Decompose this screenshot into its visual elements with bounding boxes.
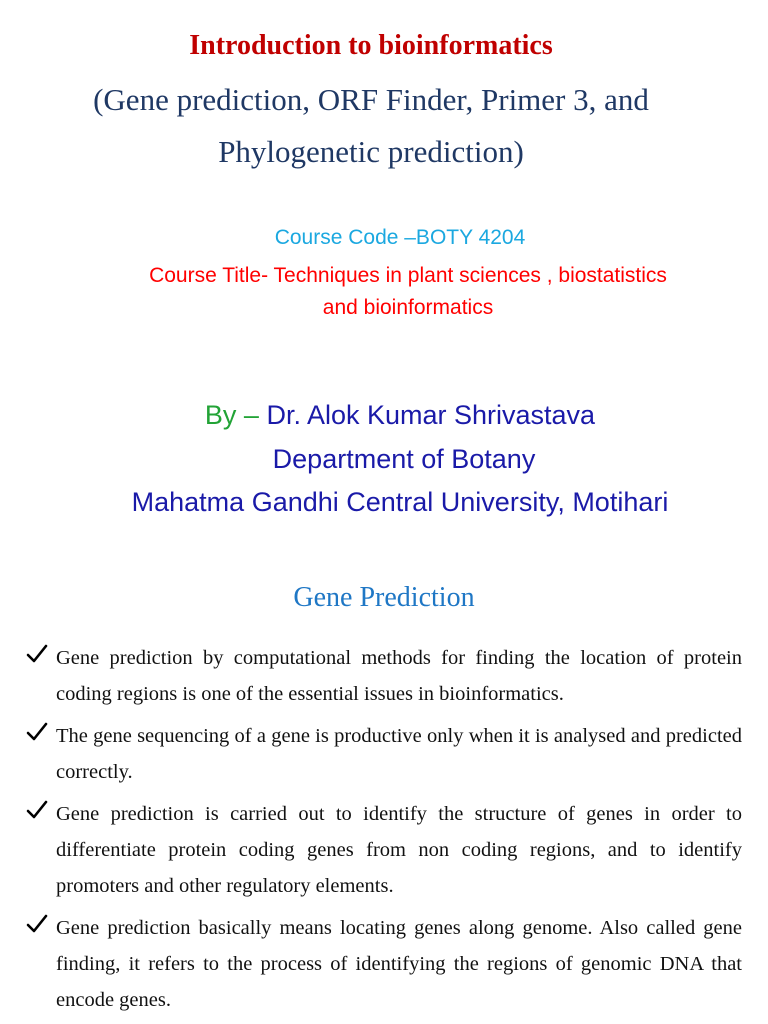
list-item [26, 796, 742, 904]
course-title [40, 260, 768, 324]
list-item [26, 910, 742, 1018]
bullet-list [26, 640, 742, 1024]
check-mark-icon [26, 640, 52, 676]
bullet-text: The gene sequencing of a gene is productive only when it is analysed and predicted correctly. [56, 725, 742, 783]
author-name: Dr. Alok Kumar Shrivastava [258, 400, 596, 430]
author-department: Department of Botany [272, 444, 536, 474]
check-mark-icon [26, 796, 52, 832]
check-mark-icon [26, 718, 52, 754]
bullet-text: Gene prediction basically means locating genes along genome. Also called gene finding, it refers to the process of identifying the regions of genomic DNA that encode genes. [56, 917, 742, 1011]
author-line [0, 400, 768, 431]
document-subtitle-line-1: (Gene prediction, ORF Finder, Primer 3, and [93, 82, 649, 117]
author-university: Mahatma Gandhi Central University, Motihari [131, 487, 669, 517]
course-title-line-2: and bioinformatics [322, 296, 494, 319]
author-by-label: By – [204, 400, 259, 430]
bullet-text: Gene prediction by computational methods for finding the location of protein coding regions is one of the essential issues in bioinformatics. [56, 647, 742, 705]
list-item [26, 718, 742, 790]
document-subtitle-line-2: Phylogenetic prediction) [218, 134, 524, 169]
section-heading: Gene Prediction [293, 582, 475, 613]
course-title-line-1: Course Title- Techniques in plant sciences , biostatistics [149, 264, 667, 287]
bullet-text: Gene prediction is carried out to identify the structure of genes in order to differentiate protein coding genes from non coding regions, and to identify promoters and other regulatory elements. [56, 803, 742, 897]
list-item [26, 640, 742, 712]
course-code: Course Code –BOTY 4204 [274, 226, 526, 249]
check-mark-icon [26, 910, 52, 946]
document-title: Introduction to bioinformatics [189, 30, 553, 61]
